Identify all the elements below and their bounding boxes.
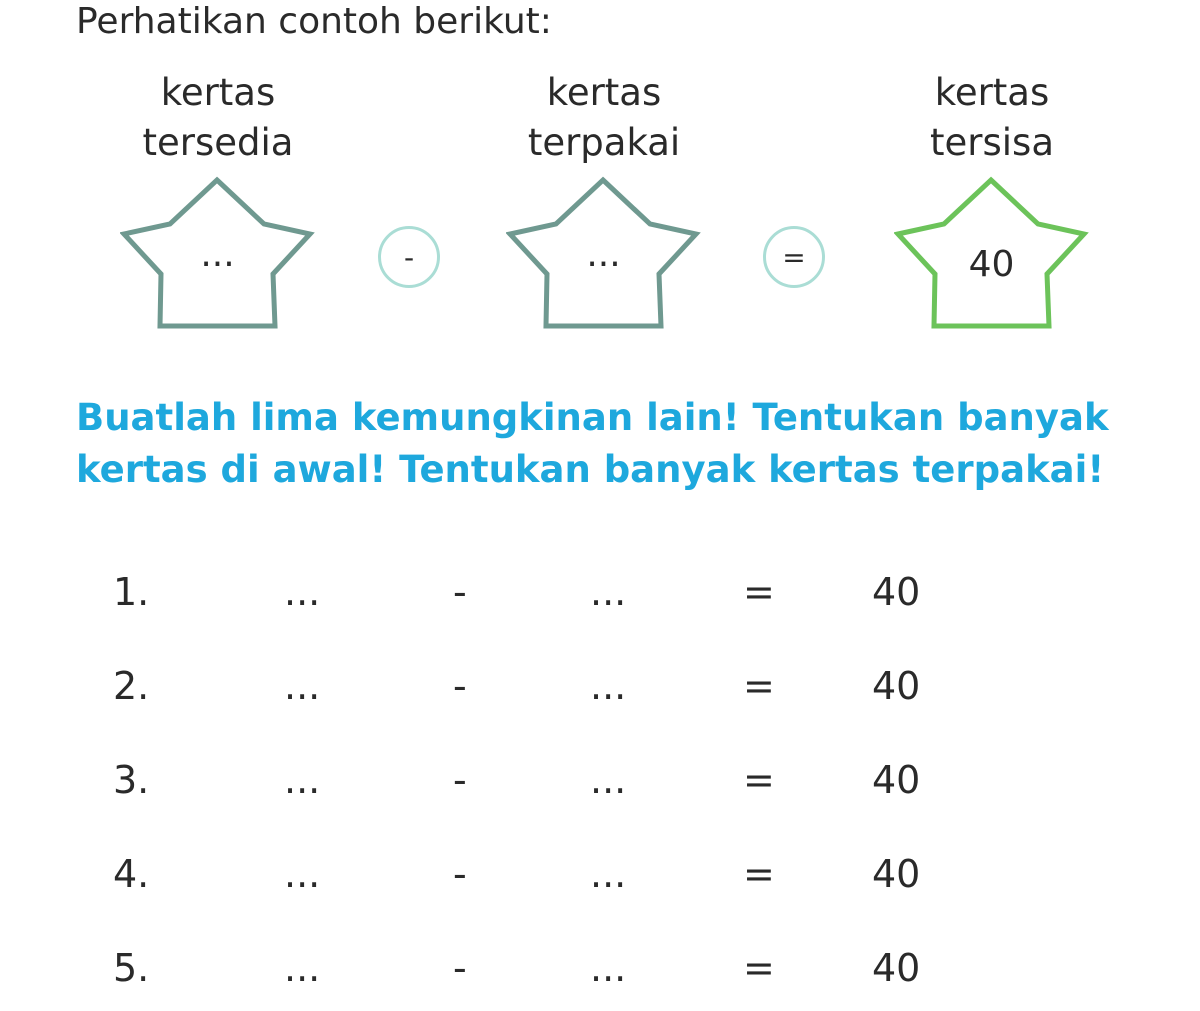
row-equals-sign: = xyxy=(743,852,775,896)
instruction-text: Buatlah lima kemungkinan lain! Tentukan banyak kertas di awal! Tentukan banyak kertas terpakai! xyxy=(76,396,1109,491)
label-remaining-line2: tersisa xyxy=(930,121,1054,164)
row-number: 5. xyxy=(113,946,150,990)
row-available-blank[interactable]: ... xyxy=(284,664,321,708)
row-equals-sign: = xyxy=(743,664,775,708)
equals-sign: = xyxy=(782,240,806,274)
row-minus-sign: - xyxy=(453,852,467,896)
label-remaining xyxy=(862,68,1122,168)
row-available-blank[interactable]: ... xyxy=(284,570,321,614)
row-number: 4. xyxy=(113,852,150,896)
row-equals-sign: = xyxy=(743,946,775,990)
row-number: 2. xyxy=(113,664,150,708)
row-used-blank[interactable]: ... xyxy=(590,946,627,990)
equals-circle xyxy=(763,226,825,288)
row-result: 40 xyxy=(872,852,921,896)
label-used-line2: terpakai xyxy=(527,121,681,164)
label-available-line2: tersedia xyxy=(142,121,294,164)
row-minus-sign: - xyxy=(453,664,467,708)
row-minus-sign: - xyxy=(453,570,467,614)
minus-circle xyxy=(378,226,440,288)
row-available-blank[interactable]: ... xyxy=(284,852,321,896)
row-equals-sign: = xyxy=(743,758,775,802)
star-used xyxy=(506,176,701,332)
row-used-blank[interactable]: ... xyxy=(590,758,627,802)
label-used-line1: kertas xyxy=(546,71,662,114)
row-available-blank[interactable]: ... xyxy=(284,946,321,990)
star-used-value: ... xyxy=(586,234,621,275)
row-used-blank[interactable]: ... xyxy=(590,664,627,708)
row-used-blank[interactable]: ... xyxy=(590,852,627,896)
intro-text: Perhatikan contoh berikut: xyxy=(76,1,552,42)
star-remaining-value: 40 xyxy=(968,244,1015,285)
star-available-value: ... xyxy=(200,234,235,275)
row-result: 40 xyxy=(872,758,921,802)
row-number: 1. xyxy=(113,570,150,614)
row-minus-sign: - xyxy=(453,758,467,802)
label-remaining-line1: kertas xyxy=(934,71,1050,114)
row-used-blank[interactable]: ... xyxy=(590,570,627,614)
label-available-line1: kertas xyxy=(160,71,276,114)
answer-row-3 xyxy=(0,750,1200,810)
label-available xyxy=(88,68,348,168)
answer-row-5 xyxy=(0,938,1200,998)
label-used xyxy=(474,68,734,168)
row-minus-sign: - xyxy=(453,946,467,990)
star-remaining xyxy=(894,176,1089,332)
answer-row-1 xyxy=(0,562,1200,622)
star-available xyxy=(120,176,315,332)
answer-row-4 xyxy=(0,844,1200,904)
row-equals-sign: = xyxy=(743,570,775,614)
row-result: 40 xyxy=(872,664,921,708)
row-result: 40 xyxy=(872,946,921,990)
minus-sign: - xyxy=(403,240,415,274)
answer-row-2 xyxy=(0,656,1200,716)
row-result: 40 xyxy=(872,570,921,614)
row-number: 3. xyxy=(113,758,150,802)
row-available-blank[interactable]: ... xyxy=(284,758,321,802)
